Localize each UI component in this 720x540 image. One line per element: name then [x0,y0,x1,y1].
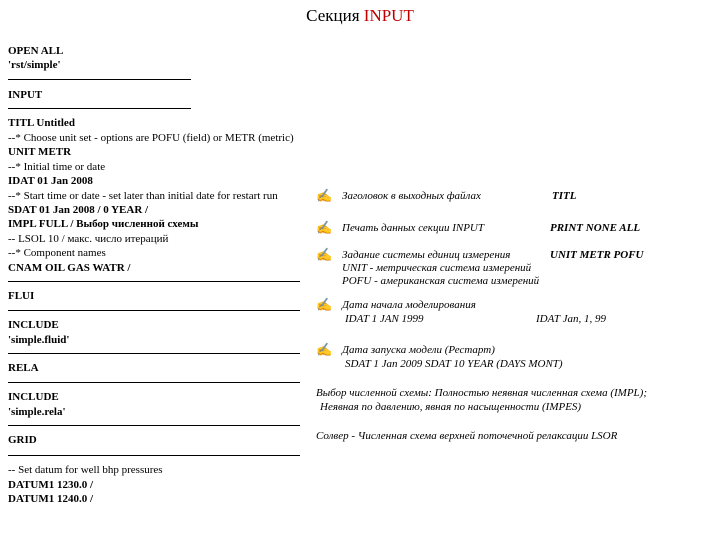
note-text: Солвер - Численная схема верхней поточечной релаксации LSOR [316,430,618,442]
slide-title [0,6,720,26]
code-line: --* Component names [8,247,106,259]
code-line: INCLUDE [8,319,59,331]
writing-hand-icon: ✍ [316,297,333,312]
code-line: SDAT 01 Jan 2008 / 0 YEAR / [8,204,149,216]
code-line: -- Set datum for well bhp pressures [8,464,163,476]
note-text: POFU - американская система измерений [342,275,540,287]
code-line: IMPL FULL / Выбор численной схемы [8,218,199,230]
note-text: UNIT - метрическая система измерений [342,262,532,274]
code-line: OPEN ALL [8,45,64,57]
code-line: IDAT 01 Jan 2008 [8,175,93,187]
code-line: INCLUDE [8,391,59,403]
writing-hand-icon: ✍ [316,342,333,357]
divider [8,281,300,282]
code-line: GRID [8,434,37,446]
note-keyword: UNIT METR POFU [550,249,644,261]
note-text: Печать данных секции INPUT [342,222,484,234]
code-line: 'simple.fluid' [8,334,70,346]
note-text: IDAT 1 JAN 1999 [345,313,424,325]
writing-hand-icon: ✍ [316,220,333,235]
code-line: --* Choose unit set - options are POFU (field) or METR (metric) [8,132,294,144]
code-line: 'rst/simple' [8,59,61,71]
note-keyword: PRINT NONE ALL [550,222,641,234]
divider [8,108,191,109]
note-text: Задание системы единиц измерения [342,249,511,261]
note-text: Заголовок в выходных файлах [342,190,481,202]
note-text: Выбор численной схемы: Полностью неявная численная схема (IMPL); [316,387,647,399]
divider [8,310,300,311]
divider [8,425,300,426]
note-keyword: TITL [552,190,577,202]
note-text: Неявная по давлению, явная по насыщенности (IMPES) [320,401,582,413]
title-section-name: INPUT [363,6,414,25]
code-line: -- LSOL 10 / макс. число итераций [8,233,169,245]
writing-hand-icon: ✍ [316,247,333,262]
note-text: Дата запуска модели (Рестарт) [342,344,495,356]
code-line: 'simple.rela' [8,406,66,418]
code-line: DATUM1 1230.0 / [8,479,94,491]
divider [8,79,191,80]
code-line: INPUT [8,89,43,101]
code-line: RELA [8,362,39,374]
title-prefix: Секция [306,6,360,25]
divider [8,455,300,456]
code-line: UNIT METR [8,146,72,158]
code-line: --* Start time or date - set later than initial date for restart run [8,190,278,202]
note-text: Дата начала моделирования [342,299,476,311]
divider [8,353,300,354]
code-line: DATUM1 1240.0 / [8,493,94,505]
code-line: FLUI [8,290,35,302]
note-keyword: IDAT Jan, 1, 99 [536,313,606,325]
note-text: SDAT 1 Jan 2009 SDAT 10 YEAR (DAYS MONT) [345,358,563,370]
code-line: CNAM OIL GAS WATR / [8,262,131,274]
divider [8,382,300,383]
writing-hand-icon: ✍ [316,188,333,203]
code-line: --* Initial time or date [8,161,106,173]
code-line: TITL Untitled [8,117,75,129]
